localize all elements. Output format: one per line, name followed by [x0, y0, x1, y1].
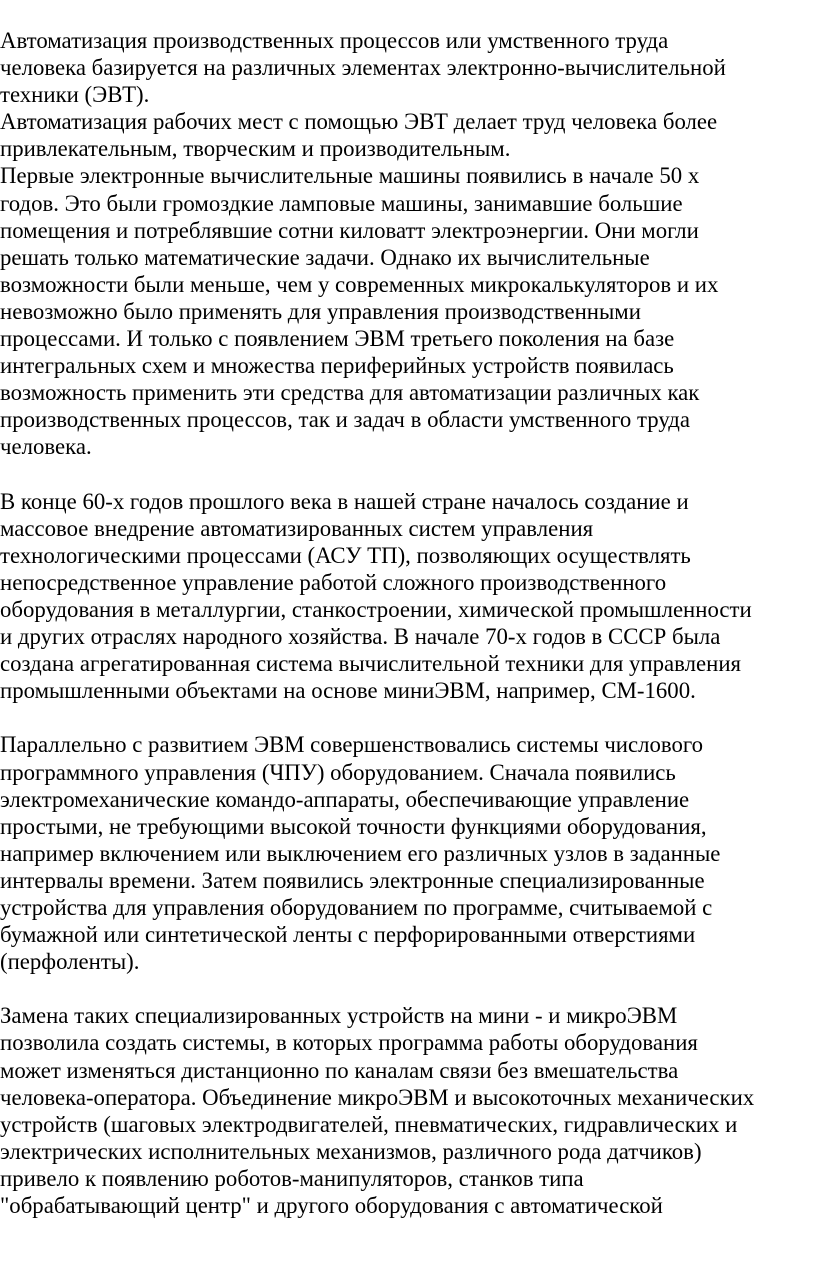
text-line: В конце 60-х годов прошлого века в нашей стране началось создание и — [0, 488, 689, 514]
text-line: Автоматизация производственных процессов или умственного труда — [0, 28, 669, 53]
text-line: программного управления (ЧПУ) оборудованием. Сначала появились — [0, 759, 676, 785]
text-line: устройств (шаговых электродвигателей, пневматических, гидравлических и — [0, 1111, 738, 1137]
text-line: Первые электронные вычислительные машины появились в начале 50 х — [0, 163, 700, 189]
text-line: человека базируется на различных элементах электронно-вычислительной — [0, 55, 726, 81]
paragraph-spacer — [0, 704, 816, 731]
text-line: человека-оператора. Объединение микроЭВМ и высокоточных механических — [0, 1084, 755, 1110]
text-line: может изменяться дистанционно по каналам связи без вмешательства — [0, 1057, 679, 1083]
text-line: непосредственное управление работой сложного производственного — [0, 569, 667, 595]
text-line: "обрабатывающий центр" и другого оборудования с автоматической — [0, 1193, 663, 1219]
text-line: привлекательным, творческим и производительным. — [0, 136, 511, 162]
text-line: технологическими процессами (АСУ ТП), позволяющих осуществлять — [0, 542, 691, 568]
paragraph-microcomputers — [0, 1002, 816, 1219]
text-line: электромеханические командо-аппараты, обеспечивающие управление — [0, 786, 690, 812]
text-line: техники (ЭВТ). — [0, 82, 150, 108]
text-line: Автоматизация рабочих мест с помощью ЭВТ делает труд человека более — [0, 109, 718, 135]
text-line: производственных процессов, так и задач в области умственного труда — [0, 407, 691, 433]
text-line: позволила создать системы, в которых программа работы оборудования — [0, 1030, 698, 1056]
paragraph-workplace-automation — [0, 108, 816, 162]
text-line: привело к появлению роботов-манипуляторов, станков типа — [0, 1165, 584, 1191]
text-line: и других отраслях народного хозяйства. В начале 70-х годов в СССР была — [0, 624, 721, 650]
text-line: устройства для управления оборудованием по программе, считываемой с — [0, 895, 713, 920]
document-page — [0, 27, 816, 1219]
text-line: Замена таких специализированных устройств на мини - и микроЭВМ — [0, 1003, 678, 1029]
text-line: массовое внедрение автоматизированных систем управления — [0, 515, 594, 541]
paragraph-first-computers — [0, 162, 816, 460]
text-line: электрических исполнительных механизмов, различного рода датчиков) — [0, 1138, 702, 1164]
paragraph-spacer — [0, 461, 816, 488]
text-line: решать только математические задачи. Однако их вычислительные — [0, 244, 650, 270]
text-line: интегральных схем и множества периферийных устройств появилась — [0, 353, 674, 379]
paragraph-spacer — [0, 975, 816, 1002]
text-line: (перфоленты). — [0, 949, 140, 975]
text-line: Параллельно с развитием ЭВМ совершенствовались системы числового — [0, 732, 704, 758]
text-line: например включением или выключением его различных узлов в заданные — [0, 840, 721, 866]
text-line: человека. — [0, 434, 92, 460]
text-line: возможность применить эти средства для автоматизации различных как — [0, 380, 700, 406]
text-line: оборудования в металлургии, станкостроении, химической промышленности — [0, 596, 752, 622]
paragraph-asu-tp — [0, 488, 816, 705]
text-line: возможности были меньше, чем у современных микрокалькуляторов и их — [0, 271, 719, 297]
paragraph-evt-intro — [0, 27, 816, 108]
text-line: простыми, не требующими высокой точности функциями оборудования, — [0, 813, 707, 839]
text-line: промышленными объектами на основе миниЭВМ, например, СМ-1600. — [0, 678, 696, 704]
paragraph-cnc — [0, 731, 816, 975]
text-line: невозможно было применять для управления производственными — [0, 298, 641, 324]
text-line: процессами. И только с появлением ЭВМ третьего поколения на базе — [0, 326, 675, 352]
text-line: годов. Это были громоздкие ламповые машины, занимавшие большие — [0, 190, 683, 216]
text-line: создана агрегатированная система вычислительной техники для управления — [0, 651, 742, 677]
text-line: бумажной или синтетической ленты с перфорированными отверстиями — [0, 922, 696, 948]
text-line: помещения и потреблявшие сотни киловатт электроэнергии. Они могли — [0, 217, 699, 243]
text-line: интервалы времени. Затем появились электронные специализированные — [0, 867, 705, 893]
